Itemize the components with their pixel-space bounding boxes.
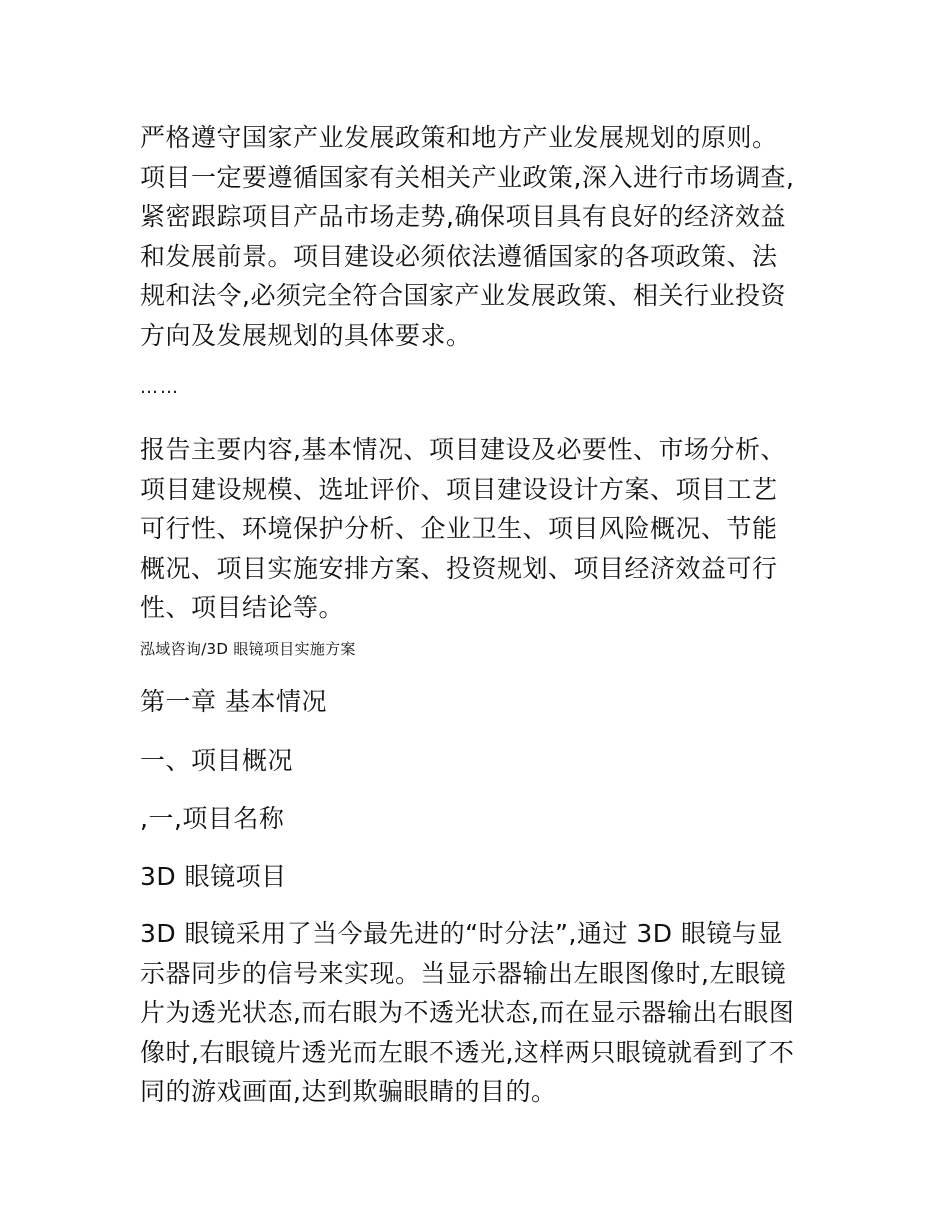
text-line: 像时,右眼镜片透光而左眼不透光,这样两只眼镜就看到了不 (140, 1037, 795, 1067)
subsection-title: ,一,项目名称 (140, 804, 285, 833)
text-line: 示器同步的信号来实现。当显示器输出左眼图像时,左眼镜 (140, 958, 786, 988)
text-line: 紧密跟踪项目产品市场走势,确保项目具有良好的经济效益 (140, 202, 786, 231)
text-line: 严格遵守国家产业发展政策和地方产业发展规划的原则。 (140, 123, 778, 152)
text-line: 规和法令,必须完全符合国家产业发展政策、相关行业投资 (140, 281, 786, 310)
text-line: 项目一定要遵循国家有关相关产业政策,深入进行市场调查, (140, 162, 795, 192)
principle-paragraph (140, 118, 820, 355)
text-line: 可行性、环境保护分析、企业卫生、项目风险概况、节能 (140, 514, 778, 543)
text-line: 方向及发展规划的具体要求。 (140, 320, 472, 350)
running-header: 泓域咨询/3D 眼镜项目实施方案 (140, 640, 356, 658)
text-line: 报告主要内容,基本情况、项目建设及必要性、市场分析、 (140, 435, 786, 464)
project-name: 3D 眼镜项目 (140, 862, 287, 891)
text-line: 项目建设规模、选址评价、项目建设设计方案、项目工艺 (140, 474, 778, 504)
text-line: 和发展前景。项目建设必须依法遵循国家的各项政策、法 (140, 241, 778, 271)
ellipsis-separator: …… (140, 377, 180, 398)
description-paragraph (140, 914, 820, 1112)
text-line: 3D 眼镜采用了当今最先进的“时分法”,通过 3D 眼镜与显 (140, 919, 784, 948)
text-line: 概况、项目实施安排方案、投资规划、项目经济效益可行 (140, 553, 778, 583)
report-contents-paragraph (140, 430, 820, 628)
text-line: 片为透光状态,而右眼为不透光状态,而在显示器输出右眼图 (140, 998, 795, 1027)
section-title: 一、项目概况 (140, 746, 294, 775)
chapter-title: 第一章 基本情况 (140, 687, 327, 716)
text-line: 性、项目结论等。 (140, 593, 345, 622)
text-line: 同的游戏画面,达到欺骗眼睛的目的。 (140, 1077, 557, 1106)
